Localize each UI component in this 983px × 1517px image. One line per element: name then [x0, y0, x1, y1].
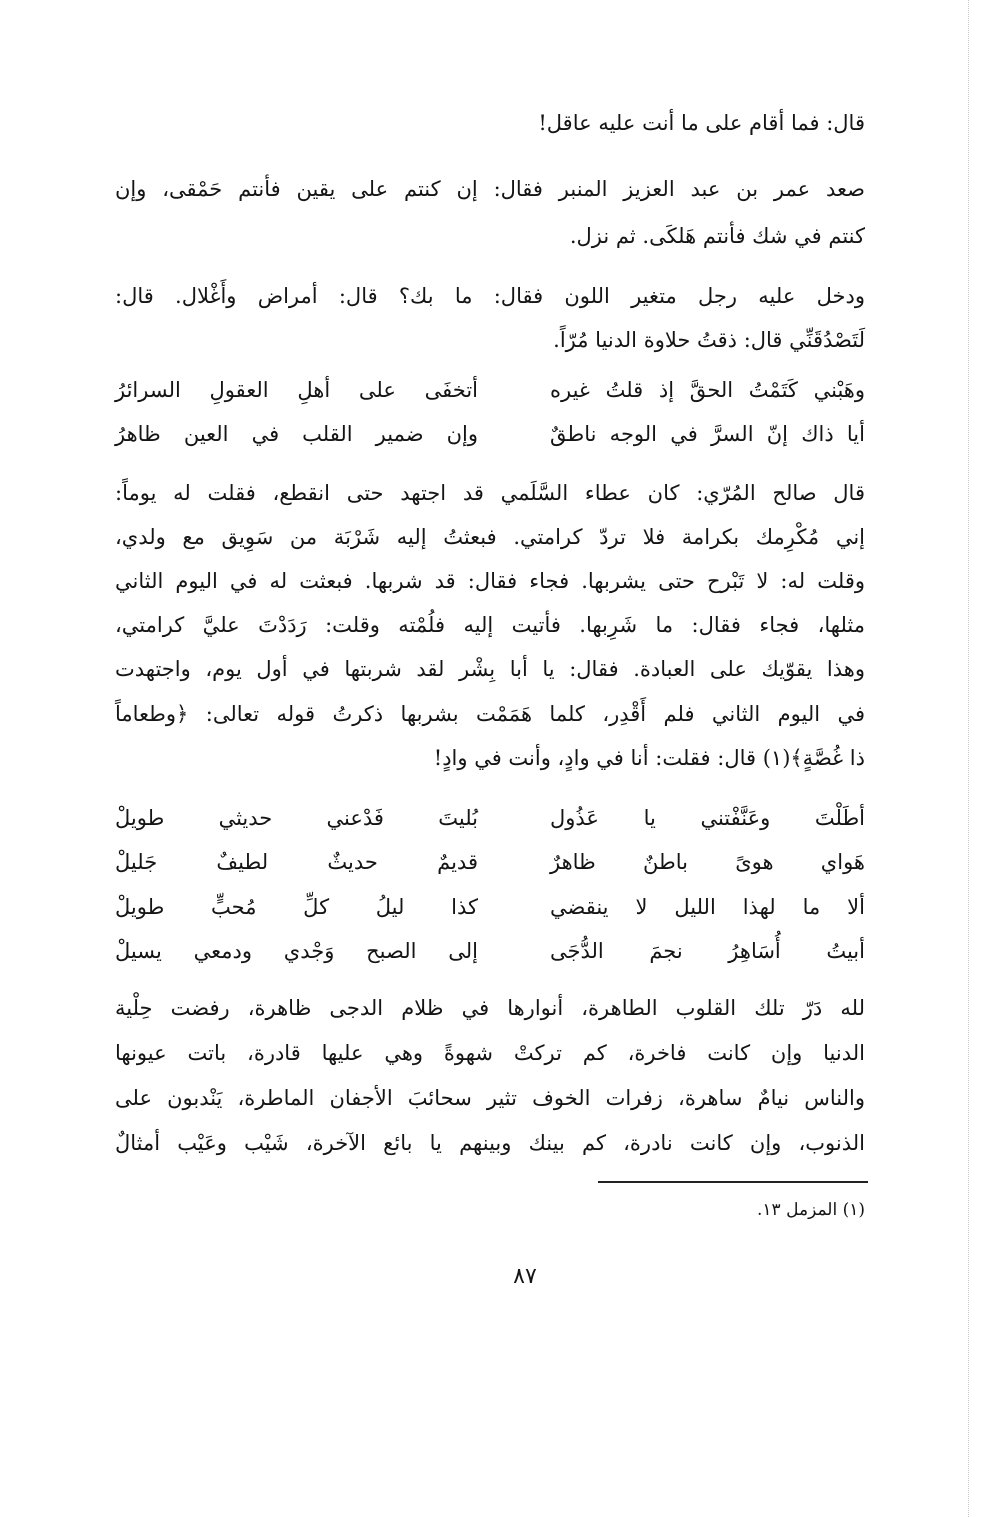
text-line: ودخل عليه رجل متغير اللون فقال: ما بك؟ قال: أمراض وأَغْلال. قال:: [115, 284, 865, 308]
footnote: (١) المزمل ١٣.: [757, 1200, 865, 1220]
text-line: مثلها، فجاء فقال: ما شَرِبها. فأتيت إليه فلُمْته وقلت: رَدَدْتَ عليَّ كرامتي،: [115, 613, 865, 637]
text-line: ذا غُصَّةٍ﴾(١) قال: فقلت: أنا في وادٍ، وأنت في وادٍ!: [433, 746, 865, 770]
verse-second-hemistich: وإن ضمير القلب في العين ظاهرُ: [115, 422, 478, 446]
text-line: الدنيا وإن كانت فاخرة، كم تركتْ شهوةً وهي عليها قادرة، باتت عيونها: [115, 1041, 865, 1065]
text-line: الذنوب، وإن كانت نادرة، كم بينك وبينهم يا بائع الآخرة، شَيْب وعَيْب أمثالٌ: [115, 1131, 865, 1155]
text-line: والناس نيامٌ ساهرة، زفرات الخوف تثير سحائبَ الأجفان الماطرة، يَنْدبون على: [115, 1086, 865, 1110]
text-line: قال: فما أقام على ما أنت عليه عاقل!: [538, 111, 865, 135]
text-line: إني مُكْرِمك بكرامة فلا تردّ كرامتي. فبعثتُ إليه شَرْبَة من سَوِيق مع ولدي،: [115, 525, 865, 549]
text-line: لَتَصْدُقَنِّي قال: ذقتُ حلاوة الدنيا مُرّاً.: [553, 328, 865, 352]
verse-first-hemistich: ألا ما لهذا الليل لا ينقضي: [550, 895, 865, 919]
verse-second-hemistich: بُليتَ فَدْعني حديثي طويلْ: [115, 806, 478, 830]
verse-first-hemistich: أبيتُ أُسَاهِرُ نجمَ الدُّجَى: [550, 939, 865, 963]
text-line: لله دَرّ تلك القلوب الطاهرة، أنوارها في ظلام الدجى ظاهرة، رفضت حِلْية: [115, 996, 865, 1020]
text-line: صعد عمر بن عبد العزيز المنبر فقال: إن كنتم على يقين فأنتم حَمْقى، وإن: [115, 177, 865, 201]
verse-first-hemistich: وهَبْني كَتَمْتُ الحقَّ إذ قلتُ غيره: [550, 378, 865, 402]
verse-first-hemistich: أيا ذاك إنّ السرَّ في الوجه ناطقٌ: [550, 422, 865, 446]
text-line: قال صالح المُرّي: كان عطاء السَّلَمي قد اجتهد حتى انقطع، فقلت له يوماً:: [115, 481, 865, 505]
verse-first-hemistich: أطَلْتَ وعَنَّفْتني يا عَذُول: [550, 806, 865, 830]
text-line: في اليوم الثاني فلم أَقْدِر، كلما هَمَمْت بشربها ذكرتُ قوله تعالى: ﴿وطعاماً: [115, 702, 865, 726]
verse-second-hemistich: أتخفَى على أهلِ العقولِ السرائرُ: [115, 378, 478, 402]
text-line: كنتم في شك فأنتم هَلكَى. ثم نزل.: [569, 224, 865, 248]
verse-second-hemistich: قديمٌ حديثٌ لطيفٌ جَليلْ: [115, 850, 478, 874]
footnote-separator: [598, 1181, 868, 1183]
verse-second-hemistich: إلى الصبح وَجْدي ودمعي يسيلْ: [115, 939, 478, 963]
text-line: وقلت له: لا تَبْرح حتى يشربها. فجاء فقال: قد شربها. فبعثت له في اليوم الثاني: [115, 569, 865, 593]
verse-second-hemistich: كذا ليلُ كلِّ مُحبٍّ طويلْ: [115, 895, 478, 919]
verse-first-hemistich: هَواي هوىً باطنٌ ظاهرٌ: [550, 850, 865, 874]
page-number: ٨٧: [513, 1264, 537, 1289]
text-line: وهذا يقوّيك على العبادة. فقال: يا أبا بِشْر لقد شربتها في أول يوم، واجتهدت: [115, 657, 865, 681]
